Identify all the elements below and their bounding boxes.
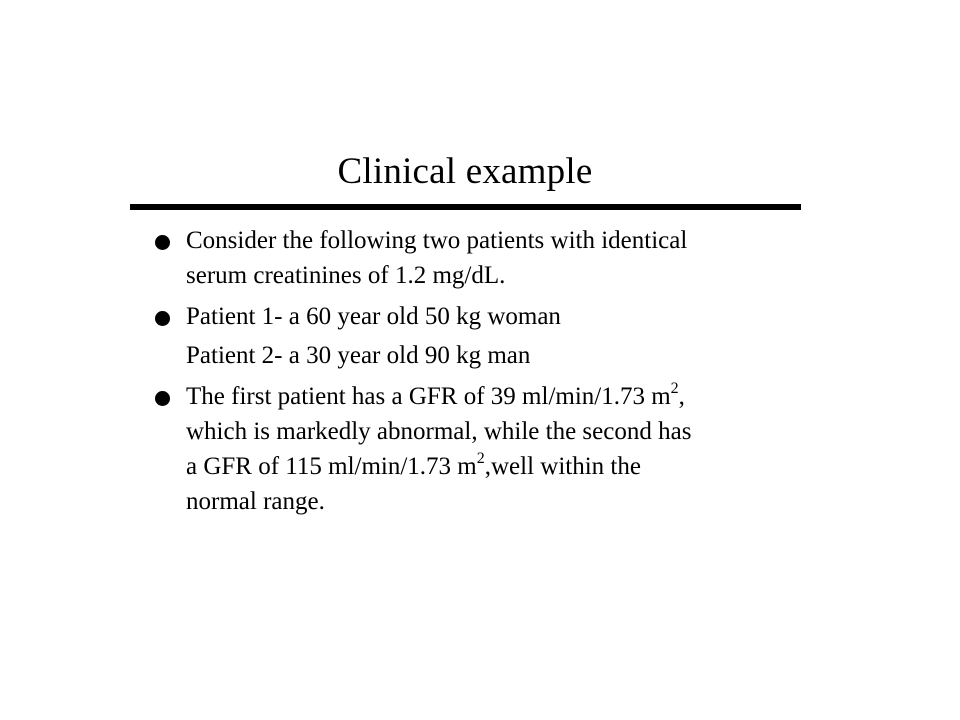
bullet-dot-icon bbox=[155, 235, 170, 250]
bullet-continuation bbox=[155, 338, 815, 373]
bullet-item bbox=[155, 223, 815, 293]
superscript: 2 bbox=[476, 449, 485, 467]
superscript: 2 bbox=[670, 379, 679, 397]
bullet-list bbox=[155, 223, 815, 519]
bullet-dot-icon bbox=[155, 311, 170, 326]
bullet-text-line bbox=[186, 449, 815, 484]
gfr-text: a GFR of 115 ml/min/1.73 m bbox=[186, 453, 477, 480]
punctuation: , bbox=[678, 383, 685, 410]
title-divider bbox=[130, 204, 801, 210]
bullet-text-line: Patient 1- a 60 year old 50 kg woman bbox=[186, 303, 561, 330]
bullet-item bbox=[155, 379, 815, 519]
bullet-dot-icon bbox=[155, 391, 170, 406]
bullet-text-line: serum creatinines of 1.2 mg/dL. bbox=[186, 262, 506, 289]
bullet-text-line: Patient 2- a 30 year old 90 kg man bbox=[186, 342, 531, 369]
gfr-text: The first patient has a GFR of 39 ml/min/1.73 m bbox=[186, 383, 671, 410]
bullet-text-line: normal range. bbox=[186, 488, 325, 515]
slide-title: Clinical example bbox=[337, 151, 593, 192]
bullet-item bbox=[155, 299, 815, 334]
bullet-text-line bbox=[186, 379, 815, 414]
gfr-text-tail: ,well within the bbox=[484, 453, 641, 480]
bullet-text-line: which is markedly abnormal, while the second has bbox=[186, 418, 692, 445]
bullet-text-line: Consider the following two patients with identical bbox=[186, 227, 688, 254]
